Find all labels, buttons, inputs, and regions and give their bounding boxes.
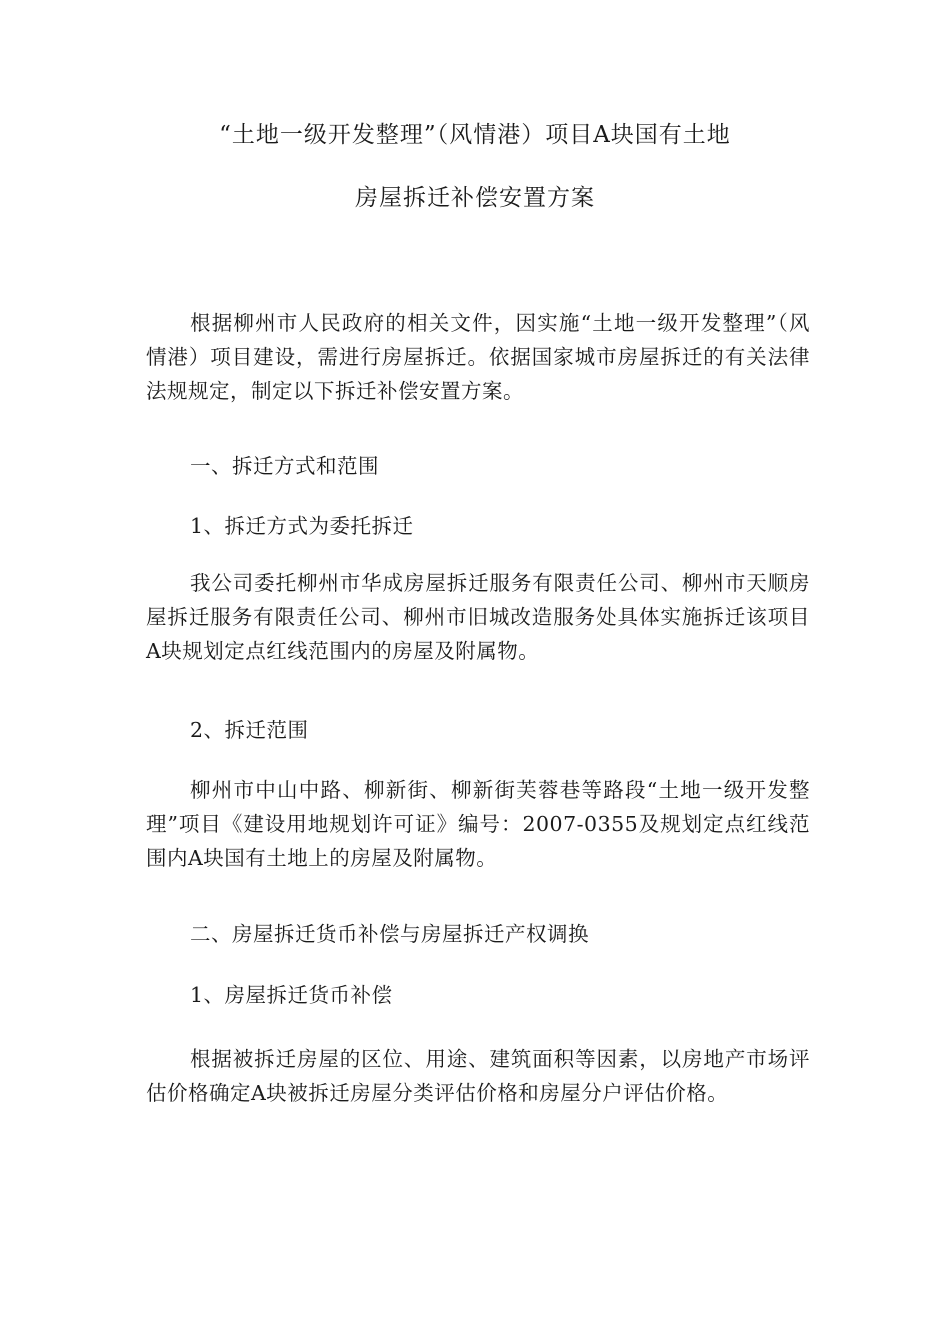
section-2-item-1-heading: 1、房屋拆迁货币补偿 bbox=[190, 983, 393, 1007]
monetary-compensation-paragraph: 根据被拆迁房屋的区位、用途、建筑面积等因素，以房地产市场评估价格确定A块被拆迁房屋分类评估价格和房屋分户评估价格。 bbox=[146, 1047, 810, 1105]
section-2-heading: 二、房屋拆迁货币补偿与房屋拆迁产权调换 bbox=[190, 922, 589, 946]
section-1-item-1-heading: 1、拆迁方式为委托拆迁 bbox=[190, 514, 414, 538]
demolition-method-paragraph: 我公司委托柳州市华成房屋拆迁服务有限责任公司、柳州市天顺房屋拆迁服务有限责任公司、柳州市旧城改造服务处具体实施拆迁该项目A块规划定点红线范围内的房屋及附属物。 bbox=[146, 571, 810, 663]
document-title-line-1: “土地一级开发整理”（风情港）项目A块国有土地 bbox=[219, 122, 731, 148]
section-1-item-2-heading: 2、拆迁范围 bbox=[190, 718, 309, 742]
section-1-heading: 一、拆迁方式和范围 bbox=[190, 454, 379, 478]
intro-paragraph: 根据柳州市人民政府的相关文件，因实施“土地一级开发整理”（风情港）项目建设，需进行房屋拆迁。依据国家城市房屋拆迁的有关法律法规规定，制定以下拆迁补偿安置方案。 bbox=[146, 311, 810, 403]
document-title-line-2: 房屋拆迁补偿安置方案 bbox=[355, 185, 595, 211]
demolition-scope-paragraph: 柳州市中山中路、柳新街、柳新街芙蓉巷等路段“土地一级开发整理”项目《建设用地规划许可证》编号：2007-0355及规划定点红线范围内A块国有土地上的房屋及附属物。 bbox=[146, 778, 810, 870]
